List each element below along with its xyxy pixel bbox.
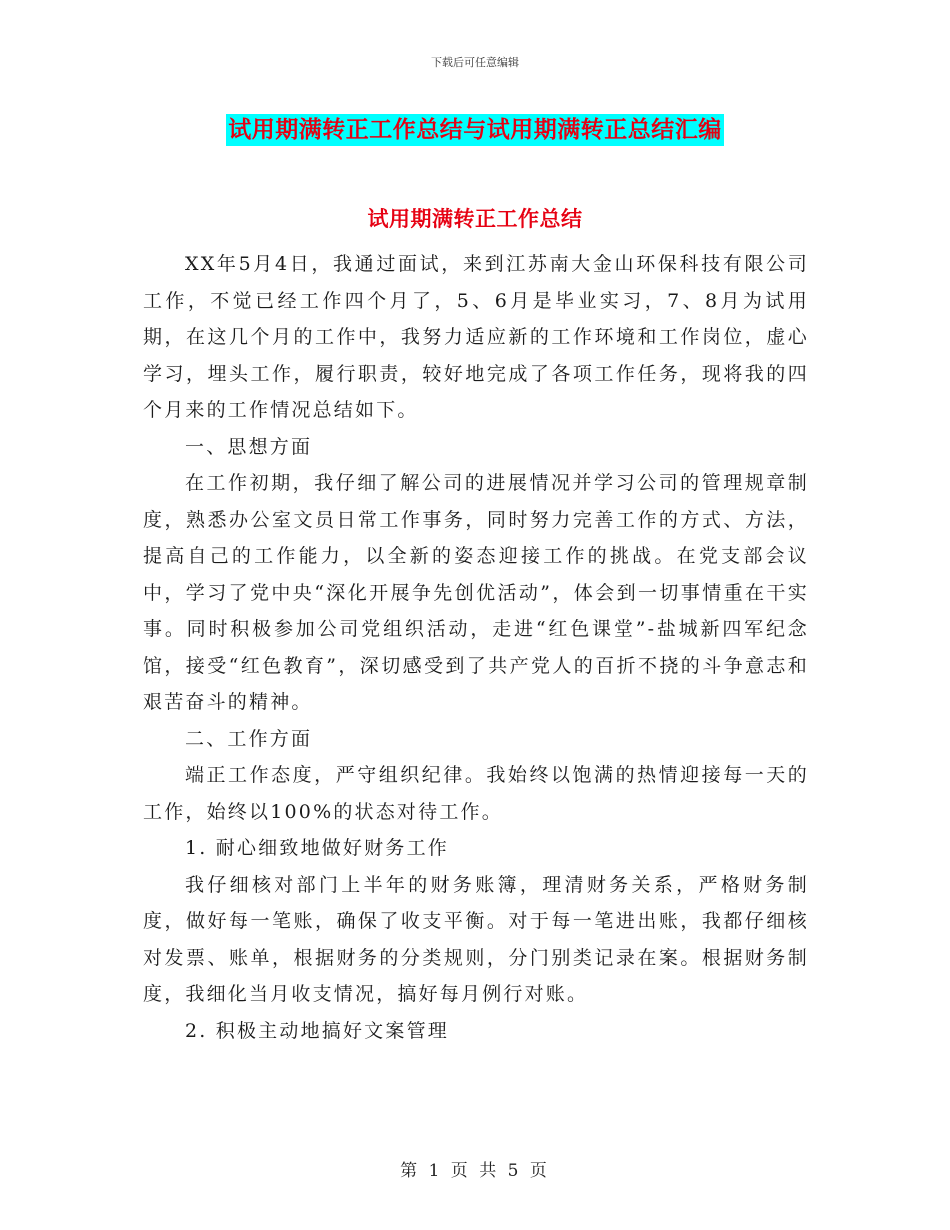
heading-thinking: 一、思想方面	[185, 435, 313, 458]
header-note: 下载后可任意编辑	[431, 56, 519, 69]
section-title: 试用期满转正工作总结	[367, 207, 583, 231]
main-title-container	[0, 114, 950, 146]
heading-work: 二、工作方面	[185, 727, 313, 750]
paragraph-intro: XX年5月4日，我通过面试，来到江苏南大金山环保科技有限公司工作，不觉已经工作四个月了，5、6月是毕业实习，7、8月为试用期，在这几个月的工作中，我努力适应新的工作环境和工作岗位，虚心学习，埋头工作，履行职责，较好地完成了各项工作任务，现将我的四个月来的工作情况总结如下。	[143, 253, 809, 421]
page-number: 第 1 页 共 5 页	[400, 1161, 550, 1181]
heading-documents: 2. 积极主动地搞好文案管理	[185, 1019, 449, 1042]
paragraph-finance: 我仔细核对部门上半年的财务账簿，理清财务关系，严格财务制度，做好每一笔账，确保了收支平衡。对于每一笔进出账，我都仔细核对发票、账单，根据财务的分类规则，分门别类记录在案。根据财务制度，我细化当月收支情况，搞好每月例行对账。	[143, 873, 809, 1005]
paragraph-thinking: 在工作初期，我仔细了解公司的进展情况并学习公司的管理规章制度，熟悉办公室文员日常工作事务，同时努力完善工作的方式、方法，提高自己的工作能力，以全新的姿态迎接工作的挑战。在党支部会议中，学习了党中央“深化开展争先创优活动”，体会到一切事情重在干实事。同时积极参加公司党组织活动，走进“红色课堂”-盐城新四军纪念馆，接受“红色教育”，深切感受到了共产党人的百折不挠的斗争意志和艰苦奋斗的精神。	[143, 472, 809, 713]
paragraph-work: 端正工作态度，严守组织纪律。我始终以饱满的热情迎接每一天的工作，始终以100%的状态对待工作。	[143, 764, 809, 823]
heading-finance: 1. 耐心细致地做好财务工作	[185, 837, 449, 859]
body-text	[143, 246, 809, 1049]
main-title: 试用期满转正工作总结与试用期满转正总结汇编	[226, 114, 724, 146]
